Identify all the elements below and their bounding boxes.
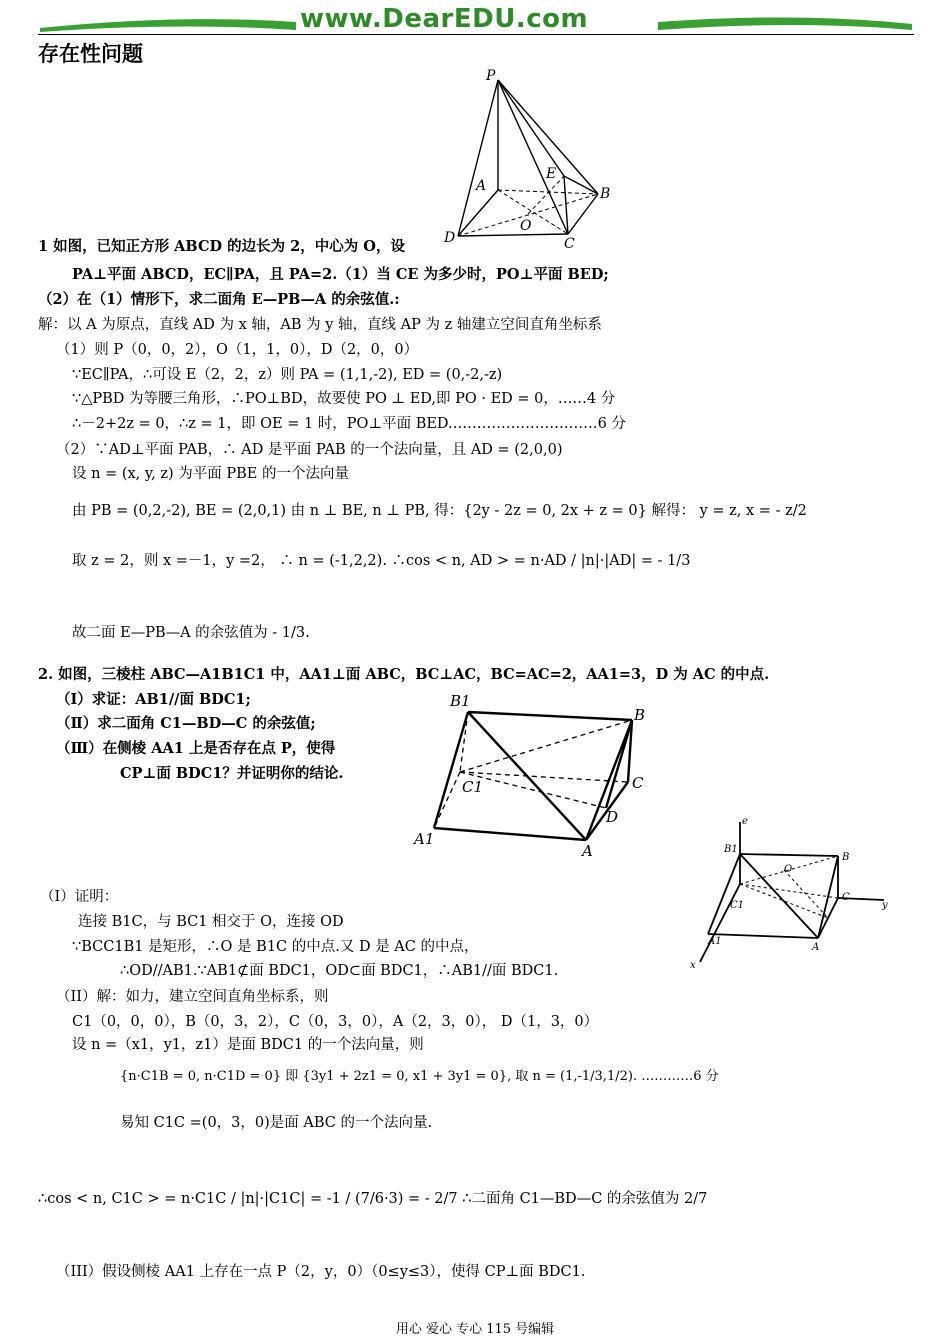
header-swoosh xyxy=(38,8,914,36)
p1-solution-intro: 解：以 A 为原点，直线 AD 为 x 轴，AB 为 y 轴，直线 AP 为 z 轴建立空间直角坐标系 xyxy=(38,317,602,333)
p1-solution-coords: （1）则 P（0，0，2），O（1，1，0），D（2，0，0） xyxy=(56,342,419,358)
fig1-label-p: P xyxy=(486,68,496,84)
fig3-label-c1: C1 xyxy=(730,900,745,911)
p2-proof-line2: ∵BCC1B1 是矩形，∴O 是 B1C 的中点.又 D 是 AC 的中点， xyxy=(72,939,479,955)
p2-part2: （Ⅱ）求二面角 C1—BD—C 的余弦值; xyxy=(56,715,316,732)
p1-solution-part2: （2）∵AD⊥平面 PAB，∴ AD 是平面 PAB 的一个法向量，且 AD = (2,0,0) xyxy=(56,442,563,458)
fig1-label-c: C xyxy=(564,236,575,252)
p2-proof-heading: （I）证明： xyxy=(40,889,119,905)
fig3-label-a1: A1 xyxy=(708,936,722,947)
p1-solution-system: 由 PB = (0,2,-2), BE = (2,0,1) 由 n ⊥ BE, n ⊥ PB, 得：{2y - 2z = 0, 2x + z = 0} 解得： y = z, x = - z/2 xyxy=(72,503,807,519)
p2-cos-result: ∴cos < n, C1C > = n·C1C / |n|·|C1C| = -1 / (7/6·3) = - 2/7 ∴二面角 C1—BD—C 的余弦值为 2/7 xyxy=(38,1191,708,1207)
figure-pyramid xyxy=(440,66,620,252)
fig1-label-e: E xyxy=(546,166,557,182)
figure-coordinate-prism xyxy=(688,814,894,972)
p2-proof-line3: ∴OD//AB1.∵AB1⊄面 BDC1，OD⊂面 BDC1，∴AB1//面 BDC1. xyxy=(120,963,559,979)
fig3-label-e: e xyxy=(742,816,748,827)
fig1-label-o: O xyxy=(520,218,532,234)
p2-proof-line1: 连接 B1C，与 BC1 相交于 O，连接 OD xyxy=(78,914,344,930)
p2-normal-system: {n·C1B = 0, n·C1D = 0} 即 {3y1 + 2z1 = 0, x1 + 3y1 = 0}, 取 n = (1,-1/3,1/2). …………6 分 xyxy=(120,1069,719,1084)
header-logo: www.DearEDU.com xyxy=(300,4,589,34)
fig3-label-o: O xyxy=(784,864,793,875)
fig2-label-b: B xyxy=(634,706,646,724)
p1-statement-line3: （2）在（1）情形下，求二面角 E—PB—A 的余弦值.: xyxy=(38,291,400,308)
page-footer: 用心 爱心 专心 115 号编辑 xyxy=(395,1322,555,1337)
fig3-label-c: C xyxy=(842,892,850,903)
fig2-label-a: A xyxy=(582,842,593,860)
p1-solution-perp: ∵△PBD 为等腰三角形，∴PO⊥BD，故要使 PO ⊥ ED,即 PO · ED = 0，……4 分 xyxy=(72,391,616,407)
figure-prism xyxy=(410,690,660,860)
p1-solution-answer: 故二面 E—PB—A 的余弦值为 - 1/3. xyxy=(72,625,310,641)
p1-solution-cos: 取 z = 2，则 x =－1，y =2， ∴ n = (-1,2,2). ∴cos < n, AD > = n·AD / |n|·|AD| = - 1/3 xyxy=(72,553,691,569)
p1-statement-line2: PA⊥平面 ABCD，EC∥PA，且 PA=2.（1）当 CE 为多少时，PO⊥平面 BED; xyxy=(72,266,609,283)
p2-part3: （Ⅲ）在侧棱 AA1 上是否存在点 P，使得 xyxy=(56,740,336,757)
p2-abc-normal: 易知 C1C =(0，3，0)是面 ABC 的一个法向量. xyxy=(120,1115,433,1131)
fig3-label-y: y xyxy=(882,900,888,911)
fig3-label-b1: B1 xyxy=(724,844,738,855)
p1-statement-line1: 1 如图，已知正方形 ABCD 的边长为 2，中心为 O，设 xyxy=(38,238,405,255)
fig1-label-d: D xyxy=(444,230,456,246)
fig1-label-a: A xyxy=(476,178,487,194)
p1-solution-normal: 设 n = (x, y, z) 为平面 PBE 的一个法向量 xyxy=(72,466,349,482)
fig2-label-b1: B1 xyxy=(450,692,471,710)
p2-statement: 2. 如图，三棱柱 ABC—A1B1C1 中，AA1⊥面 ABC，BC⊥AC，BC=AC=2，AA1=3，D 为 AC 的中点. xyxy=(38,666,770,683)
fig2-label-a1: A1 xyxy=(414,830,435,848)
fig3-label-x: x xyxy=(690,960,696,971)
fig3-label-b: B xyxy=(842,852,850,863)
p1-solution-z: ∴－2+2z = 0，∴z = 1，即 OE = 1 时，PO⊥平面 BED.…………………………6 分 xyxy=(72,416,626,432)
p2-normal-def: 设 n =（x1，y1，z1）是面 BDC1 的一个法向量，则 xyxy=(72,1037,424,1053)
p2-part2-heading: （II）解：如力，建立空间直角坐标系，则 xyxy=(56,989,329,1005)
fig1-label-b: B xyxy=(600,186,611,202)
fig2-label-c1: C1 xyxy=(462,778,484,796)
fig2-label-d: D xyxy=(606,808,619,826)
p2-part1: （Ⅰ）求证：AB1//面 BDC1; xyxy=(56,691,251,708)
p2-part3-cont: CP⊥面 BDC1？并证明你的结论. xyxy=(120,765,344,782)
fig3-label-a: A xyxy=(812,942,820,953)
fig2-label-c: C xyxy=(632,774,644,792)
p1-solution-e: ∵EC∥PA，∴可设 E（2，2，z）则 PA = (1,1,-2), ED = (0,-2,-z) xyxy=(72,367,503,383)
p2-part3-assume: （III）假设侧棱 AA1 上存在一点 P（2，y，0）（0≤y≤3），使得 CP⊥面 BDC1. xyxy=(56,1264,586,1280)
page-title: 存在性问题 xyxy=(38,42,143,66)
p2-coords: C1（0，0，0），B（0，3，2），C（0，3，0），A（2，3，0）， D（1，3，0） xyxy=(72,1014,599,1030)
